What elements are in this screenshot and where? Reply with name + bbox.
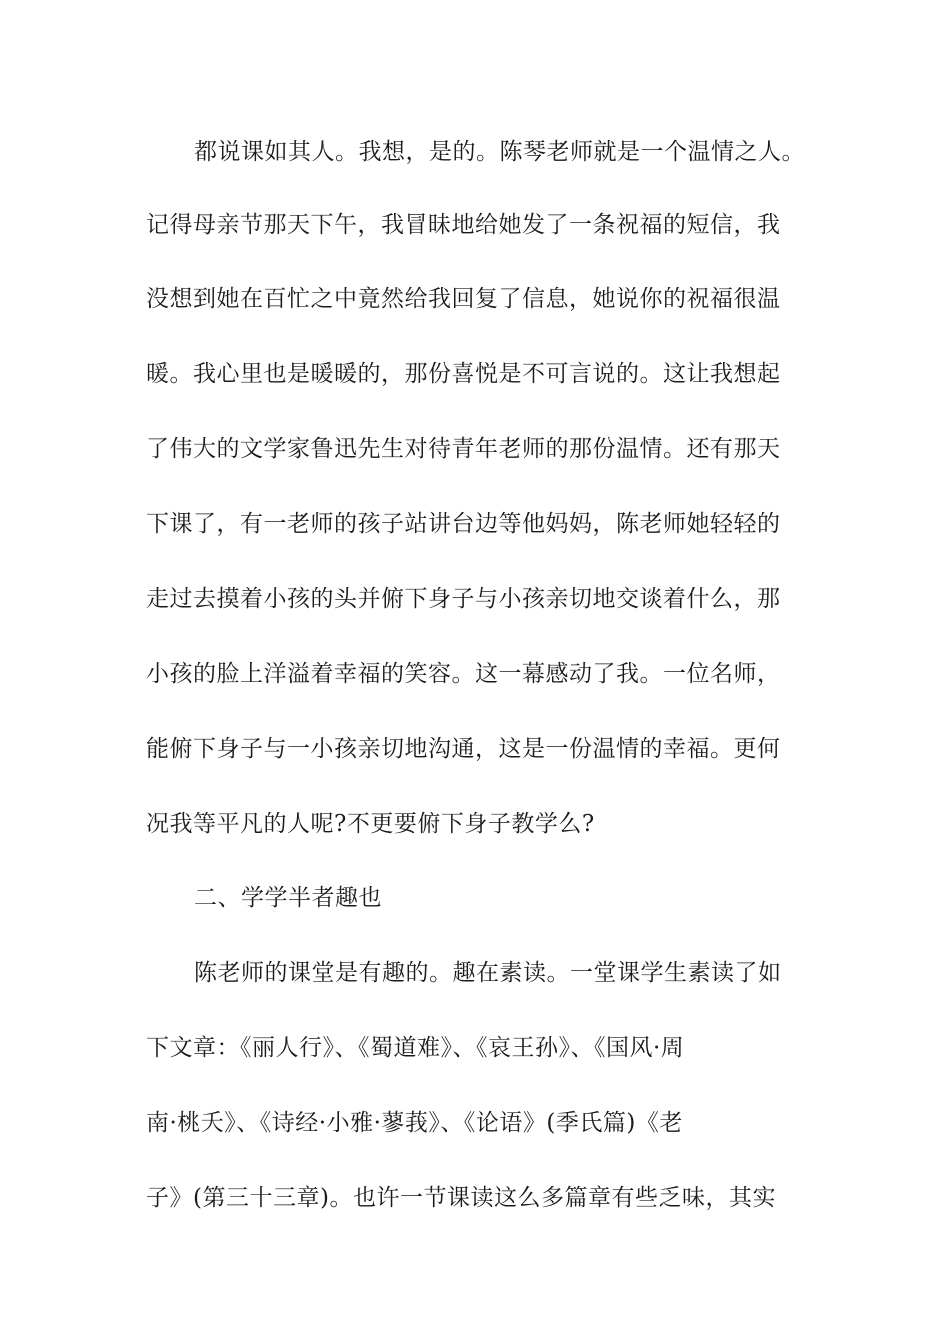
paragraph-line: 都说课如其人。我想，是的。陈琴老师就是一个温情之人。	[194, 139, 805, 165]
paragraph-line: 小孩的脸上洋溢着幸福的笑容。这一幕感动了我。一位名师，	[146, 661, 781, 687]
paragraph-line: 子》(第三十三章)。也许一节课读这么多篇章有些乏味，其实	[146, 1185, 776, 1211]
paragraph-line: 况我等平凡的人呢?不更要俯下身子教学么?	[146, 811, 595, 837]
paragraph-line: 下文章：《丽人行》、《蜀道难》、《哀王孙》、《国风·周	[146, 1035, 685, 1061]
paragraph-line: 暖。我心里也是暖暖的，那份喜悦是不可言说的。这让我想起	[146, 361, 781, 387]
paragraph-line: 下课了，有一老师的孩子站讲台边等他妈妈，陈老师她轻轻的	[146, 511, 781, 537]
paragraph-line: 没想到她在百忙之中竟然给我回复了信息，她说你的祝福很温	[146, 286, 781, 312]
paragraph-line: 了伟大的文学家鲁迅先生对待青年老师的那份温情。还有那天	[146, 436, 781, 462]
paragraph-line: 陈老师的课堂是有趣的。趣在素读。一堂课学生素读了如	[194, 960, 782, 986]
section-heading: 二、学学半者趣也	[194, 885, 382, 911]
paragraph-line: 能俯下身子与一小孩亲切地沟通，这是一份温情的幸福。更何	[146, 736, 781, 762]
paragraph-line: 记得母亲节那天下午，我冒昧地给她发了一条祝福的短信，我	[146, 212, 781, 238]
paragraph-line: 南·桃夭》、《诗经·小雅·蓼莪》、《论语》(季氏篇)《老	[146, 1110, 683, 1136]
paragraph-line: 走过去摸着小孩的头并俯下身子与小孩亲切地交谈着什么，那	[146, 586, 781, 612]
